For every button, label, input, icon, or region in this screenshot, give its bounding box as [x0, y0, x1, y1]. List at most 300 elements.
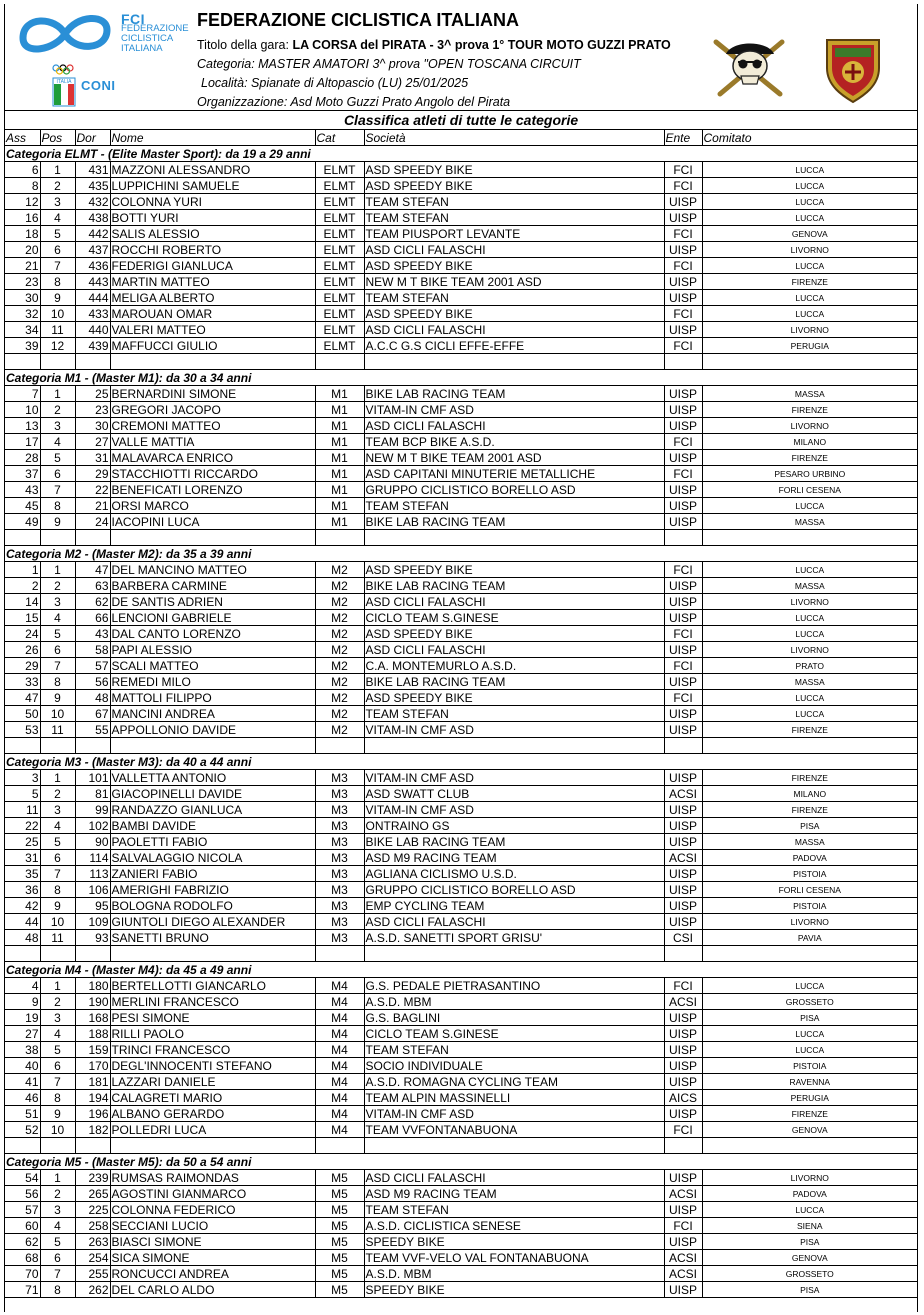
cell-nome: DEL MANCINO MATTEO — [110, 562, 315, 578]
cell-cat: M5 — [315, 1186, 364, 1202]
empty-cell — [5, 530, 40, 546]
table-row — [5, 482, 917, 498]
race-title: LA CORSA del PIRATA - 3^ prova 1° TOUR MOTO GUZZI PRATO — [292, 38, 671, 52]
cell-ass: 20 — [5, 242, 40, 258]
cell-ass: 50 — [5, 706, 40, 722]
cell-nome: CREMONI MATTEO — [110, 418, 315, 434]
cell-comitato: LUCCA — [702, 562, 917, 578]
empty-cell — [110, 530, 315, 546]
cell-comitato: FORLI CESENA — [702, 482, 917, 498]
table-row — [5, 1026, 917, 1042]
cell-comitato: FORLI CESENA — [702, 882, 917, 898]
table-row — [5, 258, 917, 274]
cell-pos: 8 — [40, 1282, 75, 1298]
cell-societa: A.S.D. MBM — [364, 994, 664, 1010]
cell-pos: 5 — [40, 1234, 75, 1250]
cell-ente: UISP — [664, 402, 702, 418]
cell-cat: M5 — [315, 1266, 364, 1282]
cell-dor: 168 — [75, 1010, 110, 1026]
cell-dor: 225 — [75, 1202, 110, 1218]
cell-pos: 5 — [40, 626, 75, 642]
cell-ass: 54 — [5, 1170, 40, 1186]
cell-pos: 6 — [40, 642, 75, 658]
cell-dor: 90 — [75, 834, 110, 850]
cell-societa: A.S.D. MBM — [364, 1266, 664, 1282]
cell-societa: ASD M9 RACING TEAM — [364, 1186, 664, 1202]
table-row — [5, 338, 917, 354]
cell-pos: 5 — [40, 450, 75, 466]
col-header-societa: Società — [364, 130, 664, 146]
cell-dor: 66 — [75, 610, 110, 626]
cell-cat: M2 — [315, 610, 364, 626]
italia-shield-icon — [53, 78, 75, 106]
cell-dor: 196 — [75, 1106, 110, 1122]
cell-cat: M1 — [315, 450, 364, 466]
cell-comitato: PISTOIA — [702, 1058, 917, 1074]
cell-comitato: LIVORNO — [702, 642, 917, 658]
cell-dor: 443 — [75, 274, 110, 290]
cell-nome: BERNARDINI SIMONE — [110, 386, 315, 402]
cell-dor: 31 — [75, 450, 110, 466]
cell-societa: TEAM PIUSPORT LEVANTE — [364, 226, 664, 242]
empty-cell — [702, 530, 917, 546]
table-row — [5, 930, 917, 946]
empty-cell — [364, 1138, 664, 1154]
cell-comitato: LIVORNO — [702, 914, 917, 930]
race-title-line — [197, 36, 671, 55]
cell-cat: ELMT — [315, 290, 364, 306]
cell-nome: BOTTI YURI — [110, 210, 315, 226]
cell-ente: UISP — [664, 386, 702, 402]
cell-ass: 37 — [5, 466, 40, 482]
cell-ente: UISP — [664, 770, 702, 786]
cell-pos: 7 — [40, 482, 75, 498]
cell-ente: FCI — [664, 690, 702, 706]
empty-cell — [75, 354, 110, 370]
cell-cat: M3 — [315, 818, 364, 834]
cell-cat: ELMT — [315, 242, 364, 258]
cell-dor: 265 — [75, 1186, 110, 1202]
cell-societa: EMP CYCLING TEAM — [364, 898, 664, 914]
cell-ente: UISP — [664, 882, 702, 898]
cell-nome: ORSI MARCO — [110, 498, 315, 514]
cell-societa: BIKE LAB RACING TEAM — [364, 578, 664, 594]
table-row — [5, 722, 917, 738]
cell-cat: M1 — [315, 418, 364, 434]
cell-nome: SANETTI BRUNO — [110, 930, 315, 946]
cell-cat: M2 — [315, 626, 364, 642]
cell-ass: 47 — [5, 690, 40, 706]
cell-comitato: LUCCA — [702, 210, 917, 226]
cell-nome: SECCIANI LUCIO — [110, 1218, 315, 1234]
cell-societa: BIKE LAB RACING TEAM — [364, 514, 664, 530]
cell-cat: ELMT — [315, 178, 364, 194]
cell-comitato: LIVORNO — [702, 418, 917, 434]
category-label: Categoria M5 - (Master M5): da 50 a 54 anni — [5, 1154, 917, 1170]
cell-societa: CICLO TEAM S.GINESE — [364, 610, 664, 626]
page-header — [5, 4, 917, 110]
cell-ass: 60 — [5, 1218, 40, 1234]
cell-dor: 102 — [75, 818, 110, 834]
cell-dor: 22 — [75, 482, 110, 498]
cell-ente: FCI — [664, 338, 702, 354]
cell-comitato: LUCCA — [702, 258, 917, 274]
cell-pos: 9 — [40, 1106, 75, 1122]
cell-nome: SCALI MATTEO — [110, 658, 315, 674]
organization-line: Organizzazione: Asd Moto Guzzi Prato Angolo del Pirata — [197, 95, 511, 109]
cell-ente: FCI — [664, 306, 702, 322]
cell-comitato: LUCCA — [702, 498, 917, 514]
cell-dor: 101 — [75, 770, 110, 786]
cell-societa: A.C.C G.S CICLI EFFE-EFFE — [364, 338, 664, 354]
cell-ente: FCI — [664, 162, 702, 178]
cell-ass: 8 — [5, 178, 40, 194]
cell-comitato: LUCCA — [702, 610, 917, 626]
cell-cat: M1 — [315, 386, 364, 402]
col-header-ass: Ass — [5, 130, 40, 146]
table-row — [5, 1042, 917, 1058]
cell-nome: SALVALAGGIO NICOLA — [110, 850, 315, 866]
cell-societa: ASD CICLI FALASCHI — [364, 642, 664, 658]
cell-comitato: PISTOIA — [702, 898, 917, 914]
cell-societa: VITAM-IN CMF ASD — [364, 722, 664, 738]
cell-societa: TEAM VVFONTANABUONA — [364, 1122, 664, 1138]
cell-pos: 4 — [40, 434, 75, 450]
cell-ass: 51 — [5, 1106, 40, 1122]
cell-dor: 254 — [75, 1250, 110, 1266]
cell-pos: 7 — [40, 1074, 75, 1090]
table-row — [5, 610, 917, 626]
cell-pos: 9 — [40, 690, 75, 706]
empty-cell — [110, 1138, 315, 1154]
cell-ass: 30 — [5, 290, 40, 306]
race-title-label: Titolo della gara: — [197, 38, 293, 52]
table-row — [5, 226, 917, 242]
cell-ente: FCI — [664, 658, 702, 674]
cell-societa: ASD CICLI FALASCHI — [364, 418, 664, 434]
cell-dor: 442 — [75, 226, 110, 242]
cell-dor: 435 — [75, 178, 110, 194]
table-row — [5, 514, 917, 530]
cell-societa: ASD M9 RACING TEAM — [364, 850, 664, 866]
table-row — [5, 562, 917, 578]
cell-pos: 2 — [40, 578, 75, 594]
cell-ass: 18 — [5, 226, 40, 242]
cell-ente: ACSI — [664, 1266, 702, 1282]
cell-ente: UISP — [664, 194, 702, 210]
table-row — [5, 866, 917, 882]
cell-ass: 29 — [5, 658, 40, 674]
cell-dor: 433 — [75, 306, 110, 322]
cell-ente: ACSI — [664, 786, 702, 802]
cell-societa: TEAM STEFAN — [364, 498, 664, 514]
cell-pos: 3 — [40, 802, 75, 818]
cell-ass: 34 — [5, 322, 40, 338]
cell-cat: M1 — [315, 402, 364, 418]
cell-cat: ELMT — [315, 226, 364, 242]
table-row — [5, 242, 917, 258]
cell-ass: 4 — [5, 978, 40, 994]
cell-nome: ROCCHI ROBERTO — [110, 242, 315, 258]
cell-pos: 10 — [40, 306, 75, 322]
cell-ente: UISP — [664, 450, 702, 466]
cell-cat: M1 — [315, 466, 364, 482]
cell-ente: FCI — [664, 434, 702, 450]
cell-ente: FCI — [664, 1122, 702, 1138]
cell-cat: M2 — [315, 690, 364, 706]
cell-pos: 1 — [40, 562, 75, 578]
cell-dor: 67 — [75, 706, 110, 722]
cell-societa: ASD CICLI FALASCHI — [364, 242, 664, 258]
cell-ente: UISP — [664, 674, 702, 690]
cell-cat: M3 — [315, 802, 364, 818]
cell-dor: 93 — [75, 930, 110, 946]
cell-pos: 3 — [40, 194, 75, 210]
cell-dor: 190 — [75, 994, 110, 1010]
cell-societa: TEAM VVF-VELO VAL FONTANABUONA — [364, 1250, 664, 1266]
cell-nome: AMERIGHI FABRIZIO — [110, 882, 315, 898]
cell-pos: 11 — [40, 930, 75, 946]
cell-societa: ASD SPEEDY BIKE — [364, 562, 664, 578]
cell-societa: VITAM-IN CMF ASD — [364, 402, 664, 418]
cell-ente: UISP — [664, 498, 702, 514]
cell-cat: ELMT — [315, 162, 364, 178]
cell-cat: M4 — [315, 978, 364, 994]
cell-nome: MAFFUCCI GIULIO — [110, 338, 315, 354]
cell-nome: MARTIN MATTEO — [110, 274, 315, 290]
cell-nome: VALERI MATTEO — [110, 322, 315, 338]
category-label: Categoria M3 - (Master M3): da 40 a 44 anni — [5, 754, 917, 770]
cell-ente: UISP — [664, 1042, 702, 1058]
cell-dor: 95 — [75, 898, 110, 914]
spacer-row — [5, 354, 917, 370]
cell-cat: M4 — [315, 1026, 364, 1042]
cell-ente: ACSI — [664, 1186, 702, 1202]
cell-dor: 170 — [75, 1058, 110, 1074]
cell-societa: ASD CICLI FALASCHI — [364, 914, 664, 930]
cell-pos: 8 — [40, 674, 75, 690]
cell-ente: UISP — [664, 418, 702, 434]
cell-nome: COLONNA FEDERICO — [110, 1202, 315, 1218]
table-row — [5, 994, 917, 1010]
fci-logo-icon — [15, 10, 115, 56]
cell-comitato: LUCCA — [702, 194, 917, 210]
cell-societa: ASD CICLI FALASCHI — [364, 322, 664, 338]
cell-ente: UISP — [664, 610, 702, 626]
table-row — [5, 1218, 917, 1234]
cell-comitato: PISA — [702, 1010, 917, 1026]
cell-pos: 7 — [40, 658, 75, 674]
cell-dor: 106 — [75, 882, 110, 898]
cell-comitato: PISA — [702, 818, 917, 834]
cell-ass: 31 — [5, 850, 40, 866]
cell-cat: M5 — [315, 1282, 364, 1298]
table-row — [5, 1058, 917, 1074]
cell-cat: ELMT — [315, 258, 364, 274]
cell-pos: 1 — [40, 770, 75, 786]
cell-comitato: FIRENZE — [702, 450, 917, 466]
cell-ente: UISP — [664, 210, 702, 226]
cell-nome: LAZZARI DANIELE — [110, 1074, 315, 1090]
cell-ass: 38 — [5, 1042, 40, 1058]
cell-comitato: LUCCA — [702, 978, 917, 994]
cell-nome: RUMSAS RAIMONDAS — [110, 1170, 315, 1186]
table-row — [5, 818, 917, 834]
cell-pos: 6 — [40, 466, 75, 482]
cell-nome: MERLINI FRANCESCO — [110, 994, 315, 1010]
cell-dor: 43 — [75, 626, 110, 642]
cell-pos: 2 — [40, 402, 75, 418]
cell-cat: M2 — [315, 578, 364, 594]
cell-comitato: MILANO — [702, 786, 917, 802]
cell-ente: UISP — [664, 722, 702, 738]
cell-nome: GIACOPINELLI DAVIDE — [110, 786, 315, 802]
empty-cell — [110, 354, 315, 370]
cell-comitato: GENOVA — [702, 1122, 917, 1138]
cell-ente: UISP — [664, 818, 702, 834]
table-row — [5, 882, 917, 898]
cell-pos: 1 — [40, 1170, 75, 1186]
cell-pos: 4 — [40, 210, 75, 226]
cell-pos: 9 — [40, 514, 75, 530]
cell-cat: M2 — [315, 674, 364, 690]
cell-pos: 8 — [40, 498, 75, 514]
cell-nome: LUPPICHINI SAMUELE — [110, 178, 315, 194]
cell-nome: TRINCI FRANCESCO — [110, 1042, 315, 1058]
empty-cell — [315, 946, 364, 962]
cell-nome: SICA SIMONE — [110, 1250, 315, 1266]
cell-comitato: MASSA — [702, 386, 917, 402]
cell-societa: A.S.D. CICLISTICA SENESE — [364, 1218, 664, 1234]
cell-ass: 12 — [5, 194, 40, 210]
cell-societa: ASD SWATT CLUB — [364, 786, 664, 802]
cell-cat: ELMT — [315, 338, 364, 354]
cell-dor: 24 — [75, 514, 110, 530]
cell-dor: 114 — [75, 850, 110, 866]
cell-comitato: SIENA — [702, 1218, 917, 1234]
cell-ass: 13 — [5, 418, 40, 434]
cell-cat: M2 — [315, 562, 364, 578]
table-row — [5, 578, 917, 594]
cell-dor: 58 — [75, 642, 110, 658]
cell-ass: 39 — [5, 338, 40, 354]
spacer-row — [5, 738, 917, 754]
cell-societa: TEAM STEFAN — [364, 706, 664, 722]
cell-societa: SPEEDY BIKE — [364, 1234, 664, 1250]
table-row — [5, 466, 917, 482]
cell-ente: FCI — [664, 978, 702, 994]
cell-comitato: PISA — [702, 1234, 917, 1250]
cell-ass: 24 — [5, 626, 40, 642]
cell-nome: FEDERIGI GIANLUCA — [110, 258, 315, 274]
cell-ass: 6 — [5, 162, 40, 178]
italia-label: ITALIA — [56, 79, 72, 85]
cell-dor: 23 — [75, 402, 110, 418]
cell-cat: ELMT — [315, 274, 364, 290]
category-header-row — [5, 962, 917, 978]
cell-nome: POLLEDRI LUCA — [110, 1122, 315, 1138]
coni-label: CONI — [81, 78, 116, 93]
cell-comitato: LUCCA — [702, 1202, 917, 1218]
empty-cell — [75, 1138, 110, 1154]
table-row — [5, 850, 917, 866]
cell-ass: 42 — [5, 898, 40, 914]
cell-ente: FCI — [664, 178, 702, 194]
cell-dor: 63 — [75, 578, 110, 594]
cell-societa: TEAM ALPIN MASSINELLI — [364, 1090, 664, 1106]
cell-ass: 3 — [5, 770, 40, 786]
cell-dor: 182 — [75, 1122, 110, 1138]
empty-cell — [75, 946, 110, 962]
empty-cell — [702, 946, 917, 962]
cell-ass: 21 — [5, 258, 40, 274]
cell-comitato: MASSA — [702, 674, 917, 690]
cell-ente: UISP — [664, 242, 702, 258]
cell-dor: 432 — [75, 194, 110, 210]
cell-comitato: LUCCA — [702, 690, 917, 706]
empty-cell — [664, 530, 702, 546]
cell-comitato: MASSA — [702, 514, 917, 530]
table-row — [5, 626, 917, 642]
empty-cell — [5, 946, 40, 962]
cell-pos: 7 — [40, 1266, 75, 1282]
cell-ente: UISP — [664, 1058, 702, 1074]
cell-dor: 25 — [75, 386, 110, 402]
cell-pos: 4 — [40, 818, 75, 834]
fci-line-1: FEDERAZIONE — [121, 23, 189, 34]
cell-societa: TEAM STEFAN — [364, 210, 664, 226]
cell-dor: 113 — [75, 866, 110, 882]
empty-cell — [5, 1138, 40, 1154]
cell-ente: FCI — [664, 1218, 702, 1234]
cell-ass: 36 — [5, 882, 40, 898]
cell-comitato: LUCCA — [702, 306, 917, 322]
cell-dor: 55 — [75, 722, 110, 738]
cell-cat: M2 — [315, 658, 364, 674]
cell-ass: 70 — [5, 1266, 40, 1282]
cell-societa: G.S. BAGLINI — [364, 1010, 664, 1026]
cell-ass: 9 — [5, 994, 40, 1010]
empty-cell — [40, 738, 75, 754]
cell-ass: 40 — [5, 1058, 40, 1074]
col-header-nome: Nome — [110, 130, 315, 146]
table-row — [5, 274, 917, 290]
cell-ente: UISP — [664, 1010, 702, 1026]
cell-comitato: LUCCA — [702, 290, 917, 306]
cell-ass: 17 — [5, 434, 40, 450]
cell-dor: 180 — [75, 978, 110, 994]
cell-societa: TEAM STEFAN — [364, 1202, 664, 1218]
cell-comitato: FIRENZE — [702, 1106, 917, 1122]
empty-cell — [315, 354, 364, 370]
cell-comitato: MASSA — [702, 834, 917, 850]
cell-comitato: PESARO URBINO — [702, 466, 917, 482]
cell-nome: MALAVARCA ENRICO — [110, 450, 315, 466]
category-header-row — [5, 1154, 917, 1170]
cell-nome: PESI SIMONE — [110, 1010, 315, 1026]
cell-ente: UISP — [664, 1106, 702, 1122]
table-row — [5, 498, 917, 514]
empty-cell — [110, 738, 315, 754]
category-header-row — [5, 546, 917, 562]
cell-nome: STACCHIOTTI RICCARDO — [110, 466, 315, 482]
empty-cell — [315, 530, 364, 546]
cell-societa: NEW M T BIKE TEAM 2001 ASD — [364, 274, 664, 290]
empty-cell — [315, 738, 364, 754]
table-row — [5, 690, 917, 706]
cell-pos: 8 — [40, 1090, 75, 1106]
cell-ente: UISP — [664, 322, 702, 338]
